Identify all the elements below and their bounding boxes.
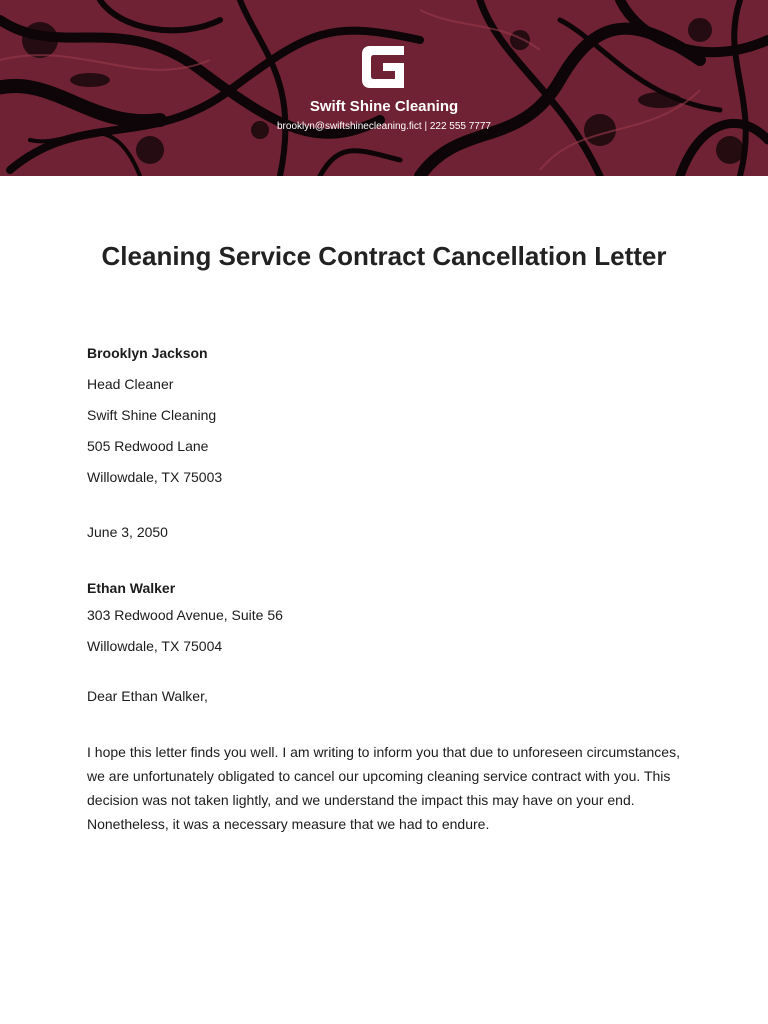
sender-street: 505 Redwood Lane	[87, 438, 209, 454]
recipient-street: 303 Redwood Avenue, Suite 56	[87, 607, 283, 623]
sender-position: Head Cleaner	[87, 376, 174, 392]
body-paragraph: I hope this letter finds you well. I am writing to inform you that due to unforeseen circumstances, we are unfortunately obligated to cancel our upcoming cleaning service contract with you. This decision was not taken lightly, and we understand the impact this may have on your end. Nonetheless, it was a necessary measure that we had to endure.	[87, 744, 680, 832]
salutation: Dear Ethan Walker,	[87, 688, 208, 704]
sender-block	[87, 338, 222, 493]
letterhead-content	[0, 0, 768, 176]
sender-company: Swift Shine Cleaning	[87, 407, 217, 423]
recipient-name: Ethan Walker	[87, 580, 176, 596]
company-contact: brooklyn@swiftshinecleaning.fict | 222 555 7777	[277, 121, 491, 132]
recipient-block	[87, 576, 283, 662]
salutation-block	[87, 681, 208, 712]
sender-name: Brooklyn Jackson	[87, 345, 208, 361]
g-logo-icon	[362, 46, 406, 88]
date-block	[87, 517, 168, 548]
recipient-city: Willowdale, TX 75004	[87, 638, 223, 654]
letter-title: Cleaning Service Contract Cancellation Letter	[101, 241, 667, 271]
letter-date: June 3, 2050	[87, 524, 168, 540]
company-name: Swift Shine Cleaning	[309, 98, 459, 115]
letterhead-banner	[0, 0, 768, 176]
sender-city: Willowdale, TX 75003	[87, 469, 223, 485]
